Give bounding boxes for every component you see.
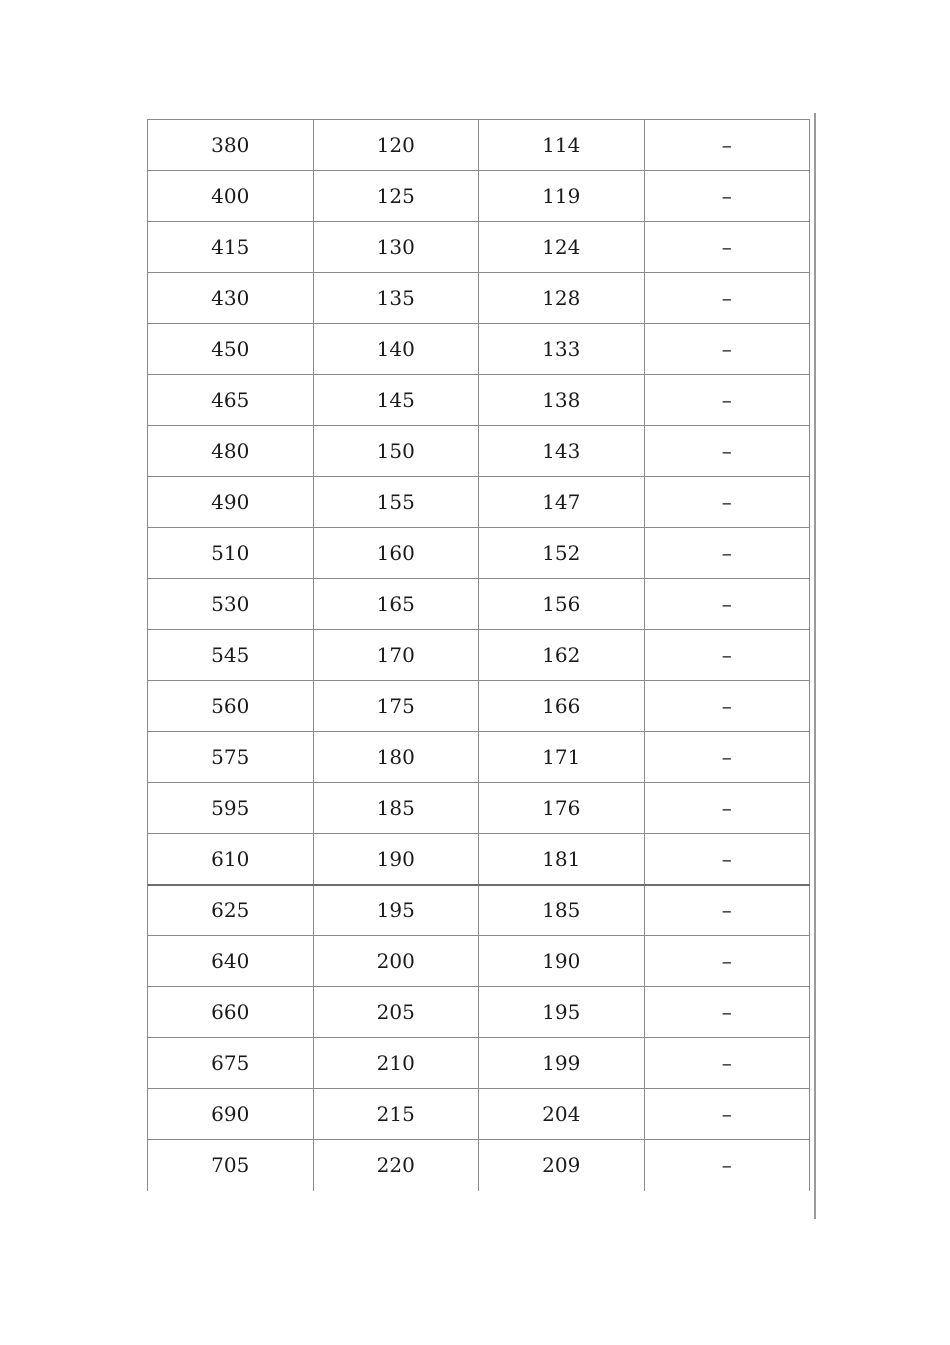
table-cell: 490 [148, 477, 314, 528]
table-cell: 128 [479, 273, 645, 324]
table-cell: 465 [148, 375, 314, 426]
table-row [148, 273, 810, 324]
table-cell: 625 [148, 885, 314, 936]
table-cell: 690 [148, 1089, 314, 1140]
table-cell: 200 [313, 936, 479, 987]
table-cell: 204 [479, 1089, 645, 1140]
table-cell: – [644, 885, 810, 936]
table-row [148, 528, 810, 579]
table-cell: 171 [479, 732, 645, 783]
table-cell: 162 [479, 630, 645, 681]
table-cell: 185 [313, 783, 479, 834]
table-row [148, 630, 810, 681]
table-cell: 175 [313, 681, 479, 732]
table-cell: – [644, 1089, 810, 1140]
table-cell: 210 [313, 1038, 479, 1089]
table-cell: – [644, 579, 810, 630]
table-row [148, 681, 810, 732]
table-cell: 195 [479, 987, 645, 1038]
table-cell: 135 [313, 273, 479, 324]
table-cell: 209 [479, 1140, 645, 1191]
table-cell: 124 [479, 222, 645, 273]
table-cell: 510 [148, 528, 314, 579]
table-cell: 143 [479, 426, 645, 477]
table-cell: 125 [313, 171, 479, 222]
table-cell: 545 [148, 630, 314, 681]
right-page-rule [814, 113, 816, 1219]
table-body [148, 120, 810, 1191]
table-cell: 120 [313, 120, 479, 171]
table-cell: – [644, 783, 810, 834]
table-row [148, 885, 810, 936]
table-cell: 705 [148, 1140, 314, 1191]
table-cell: 181 [479, 834, 645, 885]
table-row [148, 732, 810, 783]
table-cell: – [644, 324, 810, 375]
table-cell: 119 [479, 171, 645, 222]
table-cell: 400 [148, 171, 314, 222]
table-row [148, 987, 810, 1038]
table-cell: 185 [479, 885, 645, 936]
table-cell: 190 [313, 834, 479, 885]
table-cell: – [644, 732, 810, 783]
table-cell: 166 [479, 681, 645, 732]
table-cell: – [644, 834, 810, 885]
table-cell: 215 [313, 1089, 479, 1140]
table-cell: – [644, 528, 810, 579]
table-cell: 150 [313, 426, 479, 477]
table-cell: 640 [148, 936, 314, 987]
table-cell: 156 [479, 579, 645, 630]
table-cell: 138 [479, 375, 645, 426]
table-cell: – [644, 681, 810, 732]
table-row [148, 783, 810, 834]
table-cell: 380 [148, 120, 314, 171]
table-cell: 560 [148, 681, 314, 732]
table-row [148, 579, 810, 630]
table-cell: 152 [479, 528, 645, 579]
table-cell: 450 [148, 324, 314, 375]
table-cell: 675 [148, 1038, 314, 1089]
table-cell: 155 [313, 477, 479, 528]
table-cell: – [644, 222, 810, 273]
data-table [147, 119, 810, 1191]
table-cell: 595 [148, 783, 314, 834]
table-cell: 480 [148, 426, 314, 477]
table-cell: – [644, 426, 810, 477]
table-row [148, 1140, 810, 1191]
table-cell: 130 [313, 222, 479, 273]
table-row [148, 324, 810, 375]
table-row [148, 222, 810, 273]
table-cell: – [644, 1038, 810, 1089]
table-row [148, 1089, 810, 1140]
table-cell: 575 [148, 732, 314, 783]
table-cell: 180 [313, 732, 479, 783]
table-row [148, 1038, 810, 1089]
table-row [148, 375, 810, 426]
table-cell: 133 [479, 324, 645, 375]
data-table-container [147, 119, 810, 1191]
table-cell: 530 [148, 579, 314, 630]
table-cell: 176 [479, 783, 645, 834]
table-cell: 145 [313, 375, 479, 426]
table-cell: 199 [479, 1038, 645, 1089]
table-cell: 165 [313, 579, 479, 630]
table-cell: 610 [148, 834, 314, 885]
table-cell: – [644, 171, 810, 222]
table-cell: 190 [479, 936, 645, 987]
table-row [148, 171, 810, 222]
table-row [148, 120, 810, 171]
table-row [148, 477, 810, 528]
table-cell: – [644, 936, 810, 987]
table-row [148, 426, 810, 477]
table-cell: 170 [313, 630, 479, 681]
table-cell: 205 [313, 987, 479, 1038]
table-cell: – [644, 375, 810, 426]
table-cell: 430 [148, 273, 314, 324]
table-cell: – [644, 630, 810, 681]
table-row [148, 936, 810, 987]
table-cell: 140 [313, 324, 479, 375]
table-cell: 660 [148, 987, 314, 1038]
table-cell: – [644, 273, 810, 324]
table-cell: 220 [313, 1140, 479, 1191]
table-cell: – [644, 120, 810, 171]
table-cell: 147 [479, 477, 645, 528]
table-cell: 415 [148, 222, 314, 273]
table-cell: – [644, 987, 810, 1038]
table-cell: – [644, 1140, 810, 1191]
table-cell: 114 [479, 120, 645, 171]
table-cell: 160 [313, 528, 479, 579]
table-cell: 195 [313, 885, 479, 936]
table-row [148, 834, 810, 885]
table-cell: – [644, 477, 810, 528]
